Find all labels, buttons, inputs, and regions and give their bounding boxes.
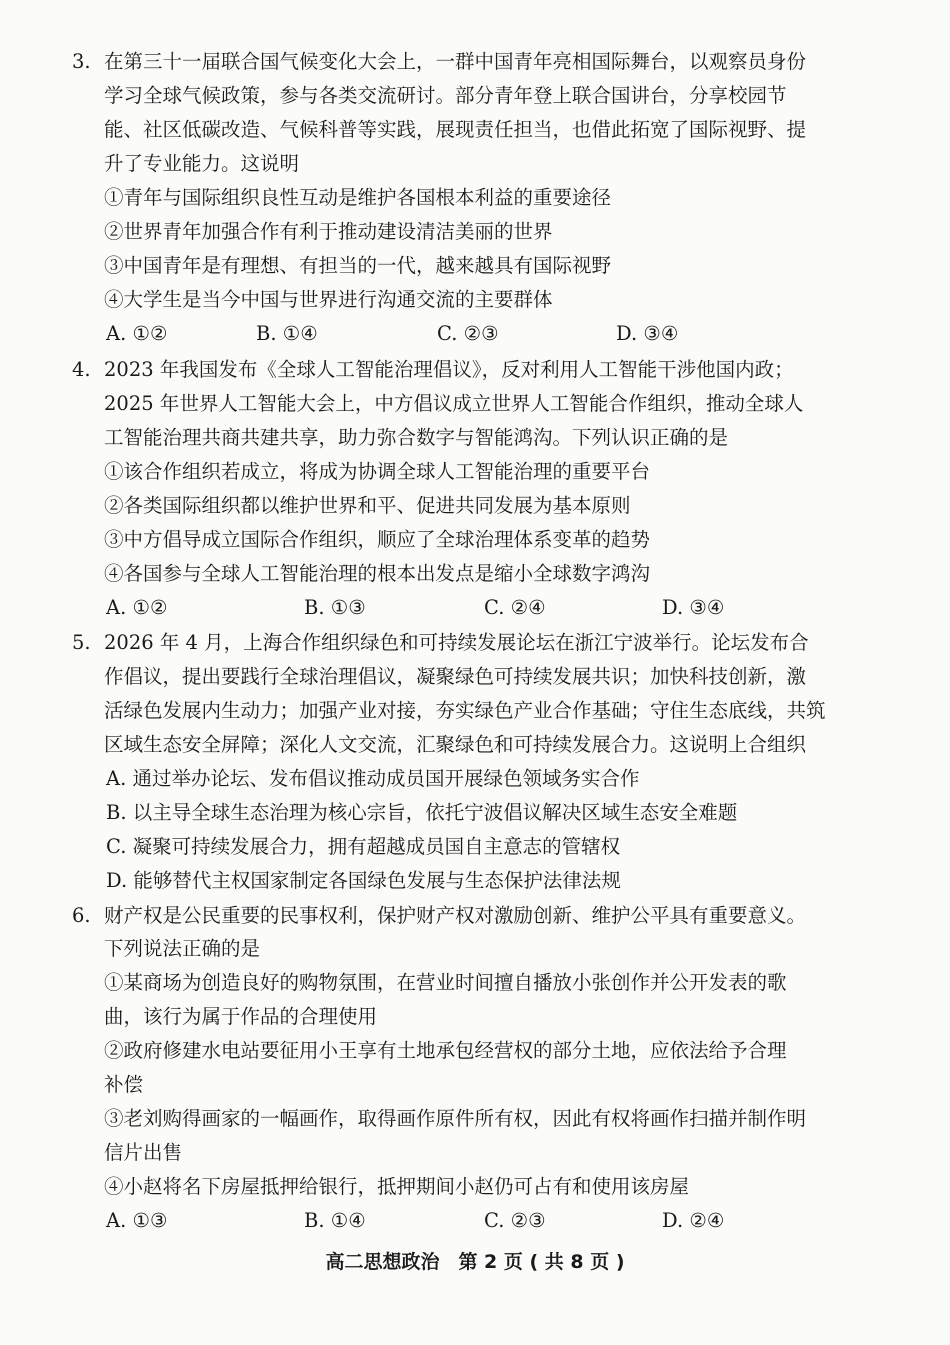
statement: 信片出售 — [104, 1141, 183, 1164]
option-d: D. ②④ — [662, 1209, 725, 1232]
question-stem-line: 工智能治理共商共建共享，助力弥合数字与智能鸿沟。下列认识正确的是 — [104, 426, 729, 449]
option-d: D. ③④ — [662, 596, 725, 619]
option-a: A. ①② — [106, 596, 168, 619]
question-stem-line: 2026 年 4 月，上海合作组织绿色和可持续发展论坛在浙江宁波举行。论坛发布合 — [104, 631, 809, 654]
question-number: 4. — [72, 358, 91, 381]
statement: ③中方倡导成立国际合作组织，顺应了全球治理体系变革的趋势 — [104, 528, 651, 551]
question-stem-line: 区域生态安全屏障；深化人文交流，汇聚绿色和可持续发展合力。这说明上合组织 — [104, 733, 807, 756]
question-stem-line: 在第三十一届联合国气候变化大会上，一群中国青年亮相国际舞台，以观察员身份 — [104, 50, 807, 73]
statement: 曲，该行为属于作品的合理使用 — [104, 1005, 378, 1028]
question-number: 6. — [72, 904, 91, 927]
statement: ①某商场为创造良好的购物氛围，在营业时间擅自播放小张创作并公开发表的歌 — [104, 971, 787, 994]
question-stem-line: 下列说法正确的是 — [104, 937, 261, 960]
option-a: A. ①② — [106, 322, 168, 345]
question-stem-line: 学习全球气候政策，参与各类交流研讨。部分青年登上联合国讲台，分享校园节 — [104, 84, 787, 107]
option-c: C. ②③ — [484, 1209, 546, 1232]
question-number: 3. — [72, 50, 91, 73]
option-a: A. 通过举办论坛、发布倡议推动成员国开展绿色领域务实合作 — [106, 767, 640, 790]
option-d: D. ③④ — [616, 322, 679, 345]
statement: ①该合作组织若成立，将成为协调全球人工智能治理的重要平台 — [104, 460, 651, 483]
statement: ②各类国际组织都以维护世界和平、促进共同发展为基本原则 — [104, 494, 631, 517]
statement: ③老刘购得画家的一幅画作，取得画作原件所有权，因此有权将画作扫描并制作明 — [104, 1107, 807, 1130]
statement: ④小赵将名下房屋抵押给银行，抵押期间小赵仍可占有和使用该房屋 — [104, 1175, 690, 1198]
option-c: C. ②④ — [484, 596, 546, 619]
question-stem-line: 能、社区低碳改造、气候科普等实践，展现责任担当，也借此拓宽了国际视野、提 — [104, 118, 807, 141]
option-b: B. ①④ — [256, 322, 318, 345]
question-number: 5. — [72, 631, 91, 654]
statement: 补偿 — [104, 1073, 144, 1096]
page-footer: 高二思想政治 第 2 页 ( 共 8 页 ) — [325, 1251, 625, 1273]
statement: ④各国参与全球人工智能治理的根本出发点是缩小全球数字鸿沟 — [104, 562, 651, 585]
question-stem-line: 2023 年我国发布《全球人工智能治理倡议》，反对利用人工智能干涉他国内政； — [104, 358, 794, 381]
question-stem-line: 作倡议，提出要践行全球治理倡议，凝聚绿色可持续发展共识；加快科技创新，激 — [104, 665, 807, 688]
option-c: C. ②③ — [437, 322, 499, 345]
option-a: A. ①③ — [106, 1209, 168, 1232]
question-stem-line: 活绿色发展内生动力；加强产业对接，夯实绿色产业合作基础；守住生态底线，共筑 — [104, 699, 826, 722]
statement: ④大学生是当今中国与世界进行沟通交流的主要群体 — [104, 288, 553, 311]
option-b: B. ①③ — [304, 596, 366, 619]
statement: ②世界青年加强合作有利于推动建设清洁美丽的世界 — [104, 220, 553, 243]
statement: ①青年与国际组织良性互动是维护各国根本利益的重要途径 — [104, 186, 612, 209]
option-c: C. 凝聚可持续发展合力，拥有超越成员国自主意志的管辖权 — [106, 835, 621, 858]
statement: ②政府修建水电站要征用小王享有土地承包经营权的部分土地，应依法给予合理 — [104, 1039, 787, 1062]
option-b: B. ①④ — [304, 1209, 366, 1232]
question-stem-line: 2025 年世界人工智能大会上，中方倡议成立世界人工智能合作组织，推动全球人 — [104, 392, 804, 415]
question-stem-line: 财产权是公民重要的民事权利，保护财产权对激励创新、维护公平具有重要意义。 — [104, 904, 807, 927]
statement: ③中国青年是有理想、有担当的一代，越来越具有国际视野 — [104, 254, 612, 277]
question-stem-line: 升了专业能力。这说明 — [104, 152, 300, 175]
option-d: D. 能够替代主权国家制定各国绿色发展与生态保护法律法规 — [106, 869, 621, 892]
option-b: B. 以主导全球生态治理为核心宗旨，依托宁波倡议解决区域生态安全难题 — [106, 801, 738, 824]
